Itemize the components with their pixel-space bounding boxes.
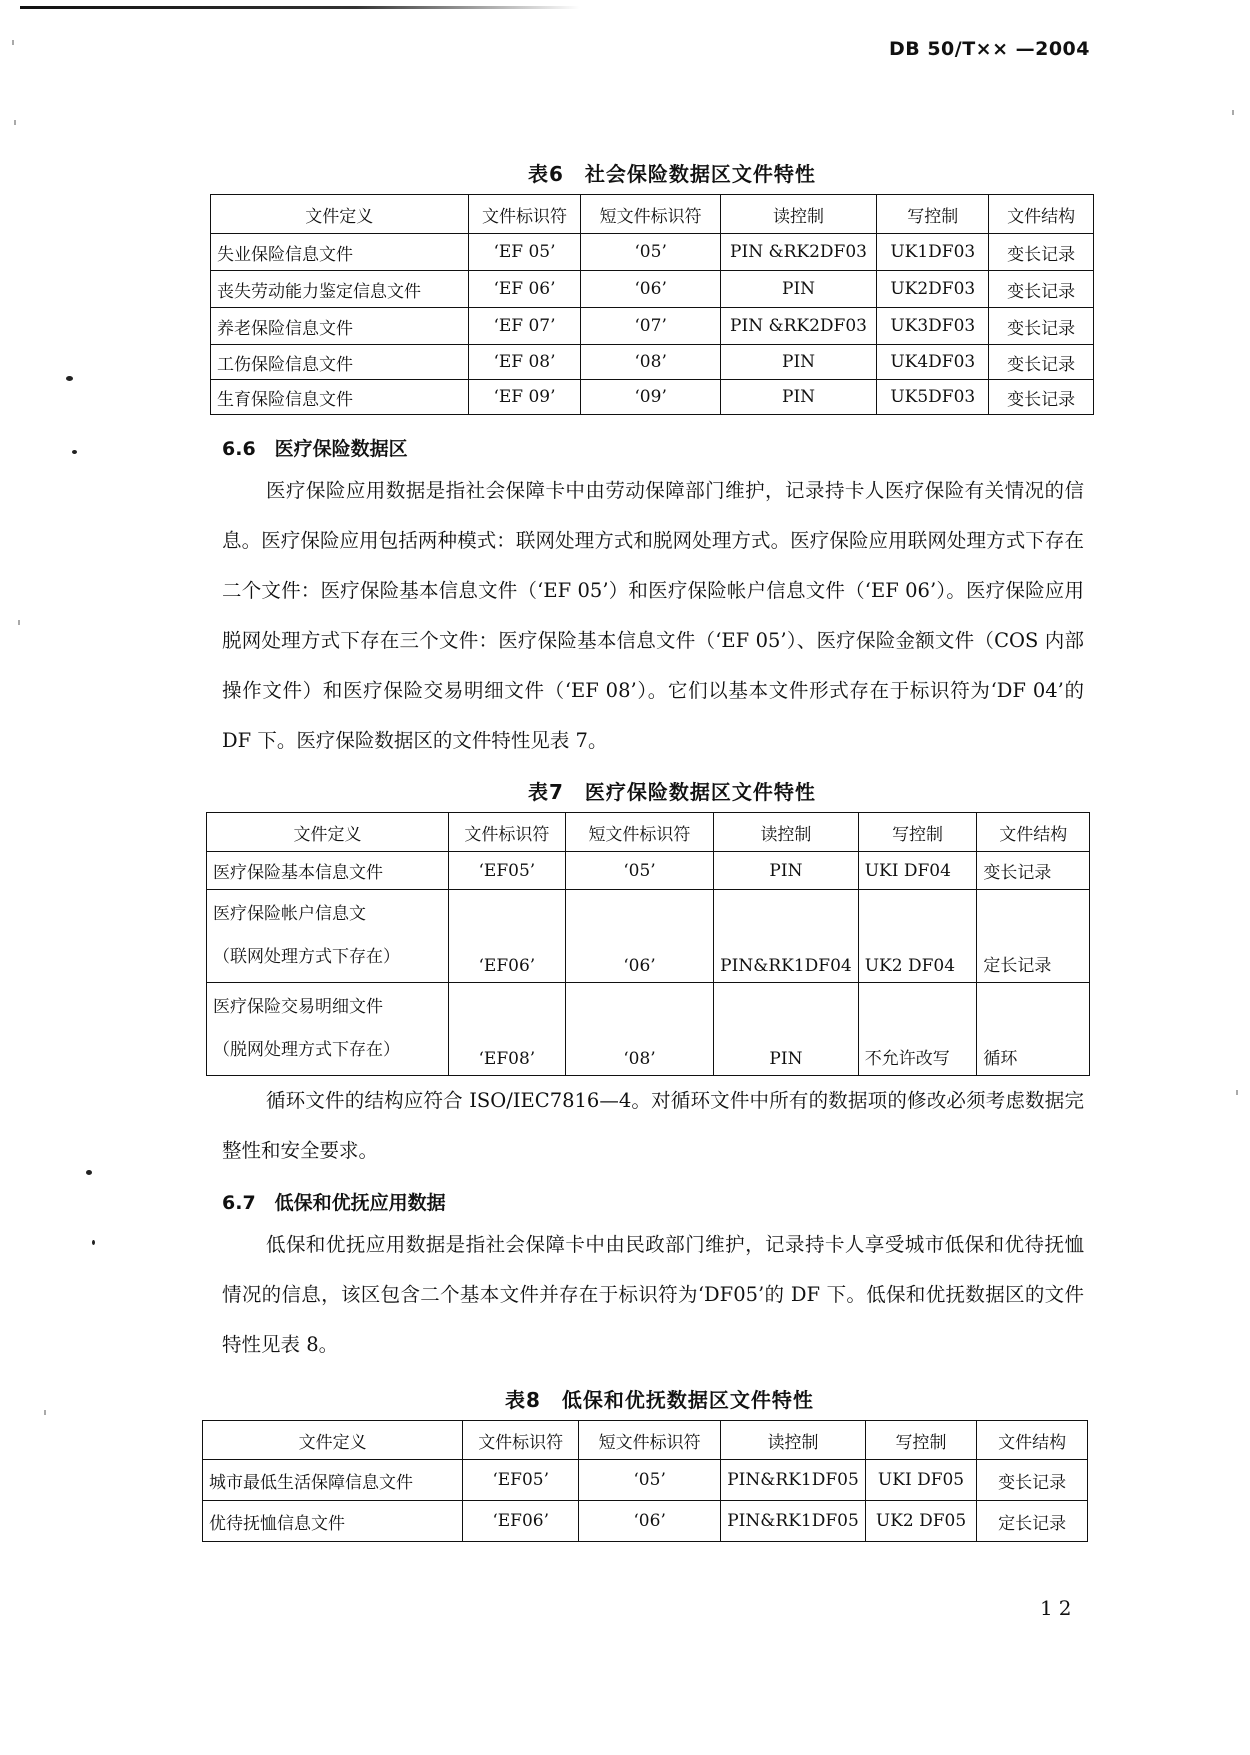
section-6-6-paragraph: 医疗保险应用数据是指社会保障卡中由劳动保障部门维护，记录持卡人医疗保险有关情况的信息。医疗保险应用包括两种模式：联网处理方式和脱网处理方式。医疗保险应用联网处理方式下存在二个文件：医疗保险基本信息文件（‘EF 05’）和医疗保险帐户信息文件（‘EF 06’）。医疗保险应用脱网处理方式下存在三个文件：医疗保险基本信息文件（‘EF 05’）、医疗保险金额文件（COS 内部操作文件）和医疗保险交易明细文件（‘EF 08’）。它们以基本文件形式存在于标识符为‘DF 04’的 DF 下。医疗保险数据区的文件特性见表 7。 xyxy=(222,479,1084,752)
table-row xyxy=(207,852,1090,890)
scan-speck xyxy=(72,450,77,454)
table-cell: ‘EF 05’ xyxy=(468,234,581,271)
scan-top-rule xyxy=(20,6,580,9)
file-name-note: （脱网处理方式下存在） xyxy=(213,1040,400,1060)
table-cell: ‘06’ xyxy=(579,1501,721,1542)
table7-header-cell: 文件定义 xyxy=(207,813,449,852)
table-cell: 医疗保险基本信息文件 xyxy=(207,852,449,890)
scan-speck xyxy=(12,40,14,45)
table-cell: 变长记录 xyxy=(989,380,1094,415)
table-cell: PIN xyxy=(714,852,859,890)
table8-header-cell: 文件定义 xyxy=(203,1421,463,1460)
section-6-7-heading: 6.7 低保和优抚应用数据 xyxy=(222,1192,446,1214)
table-row xyxy=(211,234,1094,271)
table8-header-cell: 读控制 xyxy=(721,1421,866,1460)
table6-header-cell: 写控制 xyxy=(877,195,989,234)
table-cell: PIN xyxy=(714,983,859,1076)
file-name-note: （联网处理方式下存在） xyxy=(213,947,400,967)
file-name-line: 医疗保险交易明细文件 xyxy=(213,997,383,1017)
table-cell: ‘05’ xyxy=(579,1460,721,1501)
table8-header-cell: 文件标识符 xyxy=(463,1421,579,1460)
table-cell: PIN xyxy=(720,345,876,380)
table6-header-row xyxy=(211,195,1094,234)
table-cell: ‘EF06’ xyxy=(448,890,565,983)
table7-header-row xyxy=(207,813,1090,852)
table-cell: ‘EF 06’ xyxy=(468,271,581,308)
table-cell: 优待抚恤信息文件 xyxy=(203,1501,463,1542)
table-row xyxy=(211,271,1094,308)
table-cell: PIN &RK2DF03 xyxy=(720,234,876,271)
table-cell xyxy=(207,890,449,983)
table-cell: PIN xyxy=(720,271,876,308)
table7-header-cell: 短文件标识符 xyxy=(565,813,713,852)
table-cell: ‘05’ xyxy=(565,852,713,890)
table-cell: UK2 DF05 xyxy=(865,1501,977,1542)
table-cell: 不允许改写 xyxy=(858,983,977,1076)
scan-speck xyxy=(1232,110,1234,115)
table-row xyxy=(211,345,1094,380)
table-cell xyxy=(207,983,449,1076)
table-cell: 变长记录 xyxy=(977,852,1090,890)
table-cell: 失业保险信息文件 xyxy=(211,234,469,271)
cyclic-file-note: 循环文件的结构应符合 ISO/IEC7816—4。对循环文件中所有的数据项的修改必须考虑数据完整性和安全要求。 xyxy=(222,1089,1084,1162)
table-cell: 生育保险信息文件 xyxy=(211,380,469,415)
scan-speck xyxy=(1236,1090,1238,1095)
table-cell: ‘EF05’ xyxy=(448,852,565,890)
file-name-line: 医疗保险帐户信息文 xyxy=(213,904,366,924)
table-cell: ‘EF 07’ xyxy=(468,308,581,345)
table-cell: UKI DF04 xyxy=(858,852,977,890)
table-cell: PIN &RK2DF03 xyxy=(720,308,876,345)
table-cell: PIN xyxy=(720,380,876,415)
table-cell: ‘06’ xyxy=(581,271,720,308)
table-cell: UKI DF05 xyxy=(865,1460,977,1501)
table-cell: ‘07’ xyxy=(581,308,720,345)
table8 xyxy=(202,1420,1088,1542)
table6-header-cell: 文件标识符 xyxy=(468,195,581,234)
table-cell: 工伤保险信息文件 xyxy=(211,345,469,380)
table-row xyxy=(211,380,1094,415)
standard-code: DB 50/T×× —2004 xyxy=(888,38,1090,60)
scan-speck xyxy=(92,1240,95,1245)
table7-header-cell: 写控制 xyxy=(858,813,977,852)
scan-speck xyxy=(14,120,16,125)
table6-caption: 表6 社会保险数据区文件特性 xyxy=(528,162,816,186)
table-row xyxy=(203,1460,1088,1501)
scan-speck xyxy=(86,1170,92,1175)
scan-speck xyxy=(66,376,73,381)
table-cell: 定长记录 xyxy=(977,1501,1088,1542)
table8-caption: 表8 低保和优抚数据区文件特性 xyxy=(505,1388,814,1412)
table8-header-row xyxy=(203,1421,1088,1460)
table-cell: UK4DF03 xyxy=(877,345,989,380)
table-cell: ‘EF 08’ xyxy=(468,345,581,380)
section-6-6-heading: 6.6 医疗保险数据区 xyxy=(222,438,408,460)
table8-header-cell: 写控制 xyxy=(865,1421,977,1460)
table7-caption: 表7 医疗保险数据区文件特性 xyxy=(528,780,816,804)
table-cell: ‘EF08’ xyxy=(448,983,565,1076)
table-cell: PIN&RK1DF05 xyxy=(721,1501,866,1542)
table6-header-cell: 文件结构 xyxy=(989,195,1094,234)
table-row xyxy=(211,308,1094,345)
table-cell: 变长记录 xyxy=(989,345,1094,380)
table-cell: UK5DF03 xyxy=(877,380,989,415)
table-row xyxy=(203,1501,1088,1542)
table-cell: ‘EF06’ xyxy=(463,1501,579,1542)
table7-header-cell: 文件标识符 xyxy=(448,813,565,852)
section-6-7-paragraph: 低保和优抚应用数据是指社会保障卡中由民政部门维护，记录持卡人享受城市低保和优待抚恤情况的信息，该区包含二个基本文件并存在于标识符为‘DF05’的 DF 下。低保和优抚数据区的文件特性见表 8。 xyxy=(222,1233,1084,1356)
table-cell: ‘08’ xyxy=(565,983,713,1076)
table-cell: PIN&RK1DF04 xyxy=(714,890,859,983)
table8-header-cell: 短文件标识符 xyxy=(579,1421,721,1460)
table-cell: ‘EF 09’ xyxy=(468,380,581,415)
table-cell: 定长记录 xyxy=(977,890,1090,983)
table-cell: UK2 DF04 xyxy=(858,890,977,983)
table-cell: 变长记录 xyxy=(989,234,1094,271)
table-cell: 变长记录 xyxy=(977,1460,1088,1501)
table-cell: 养老保险信息文件 xyxy=(211,308,469,345)
page-number: 12 xyxy=(1040,1596,1078,1620)
table-row xyxy=(207,890,1090,983)
table-cell: ‘EF05’ xyxy=(463,1460,579,1501)
table-cell: ‘05’ xyxy=(581,234,720,271)
table-cell: 变长记录 xyxy=(989,308,1094,345)
table-cell: 变长记录 xyxy=(989,271,1094,308)
table-cell: ‘08’ xyxy=(581,345,720,380)
table7-header-cell: 文件结构 xyxy=(977,813,1090,852)
table6 xyxy=(210,194,1094,415)
table-cell: UK1DF03 xyxy=(877,234,989,271)
table8-header-cell: 文件结构 xyxy=(977,1421,1088,1460)
table7-header-cell: 读控制 xyxy=(714,813,859,852)
scan-speck xyxy=(18,620,20,625)
table-cell: PIN&RK1DF05 xyxy=(721,1460,866,1501)
table6-header-cell: 文件定义 xyxy=(211,195,469,234)
scan-speck xyxy=(44,1410,46,1415)
table-cell: ‘09’ xyxy=(581,380,720,415)
table-cell: UK3DF03 xyxy=(877,308,989,345)
table-cell: UK2DF03 xyxy=(877,271,989,308)
table-row xyxy=(207,983,1090,1076)
table-cell: 循环 xyxy=(977,983,1090,1076)
table-cell: ‘06’ xyxy=(565,890,713,983)
table-cell: 城市最低生活保障信息文件 xyxy=(203,1460,463,1501)
table7 xyxy=(206,812,1090,1076)
table6-header-cell: 读控制 xyxy=(720,195,876,234)
table-cell: 丧失劳动能力鉴定信息文件 xyxy=(211,271,469,308)
table6-header-cell: 短文件标识符 xyxy=(581,195,720,234)
